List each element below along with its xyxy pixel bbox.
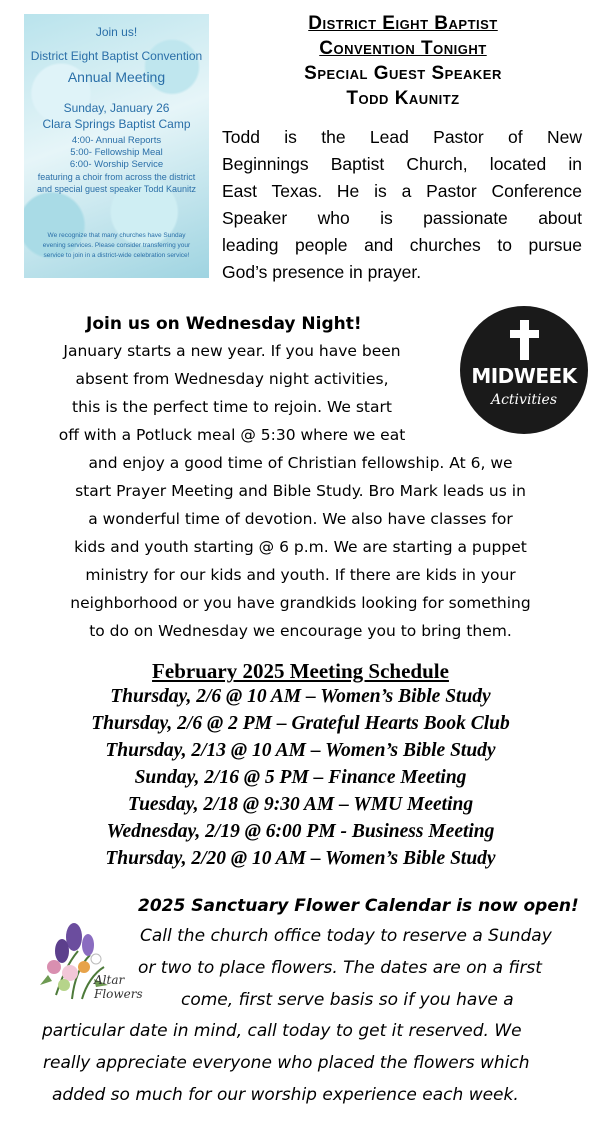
wednesday-line: kids and youth starting @ 6 p.m. We are starting a puppet xyxy=(74,538,527,556)
flowers-line: or two to place flowers. The dates are on a first xyxy=(138,958,542,978)
midweek-activities-logo xyxy=(460,306,588,434)
schedule-item: Thursday, 2/20 @ 10 AM – Women’s Bible Study xyxy=(105,848,496,869)
wednesday-line: absent from Wednesday night activities, xyxy=(75,370,389,388)
bio-line: Beginnings Baptist Church, located in xyxy=(222,154,582,174)
poster-text: District Eight Baptist Convention xyxy=(30,49,203,63)
poster-text: 6:00- Worship Service xyxy=(69,159,164,170)
altar-label: Altar xyxy=(94,973,125,987)
flowers-line: particular date in mind, call today to get it reserved. We xyxy=(42,1021,522,1041)
wednesday-line: January starts a new year. If you have been xyxy=(63,342,401,360)
wednesday-line: neighborhood or you have grandkids looking for something xyxy=(70,594,531,612)
annual-meeting-poster xyxy=(24,14,209,278)
headline-line-2: Convention Tonight xyxy=(319,38,487,59)
flowers-line: Call the church office today to reserve a Sunday xyxy=(140,926,552,946)
poster-text: Clara Springs Baptist Camp xyxy=(42,117,191,131)
flowers-line: come, first serve basis so if you have a xyxy=(181,990,514,1010)
schedule-title: February 2025 Meeting Schedule xyxy=(152,659,449,683)
wednesday-line: and enjoy a good time of Christian fellowship. At 6, we xyxy=(88,454,513,472)
flowers-line: really appreciate everyone who placed the flowers which xyxy=(43,1053,530,1073)
schedule-item: Sunday, 2/16 @ 5 PM – Finance Meeting xyxy=(134,767,467,788)
wednesday-line: ministry for our kids and youth. If there are kids in your xyxy=(85,566,516,584)
poster-text: Annual Meeting xyxy=(67,69,166,85)
wednesday-line: to do on Wednesday we encourage you to bring them. xyxy=(89,622,512,640)
poster-text: service to join in a district-wide celebration service! xyxy=(43,252,190,259)
bio-line: Todd is the Lead Pastor of New xyxy=(222,127,582,147)
poster-text: and special guest speaker Todd Kaunitz xyxy=(37,184,196,194)
poster-text: evening services. Please consider transferring your xyxy=(42,242,191,249)
headline-line-4: Todd Kaunitz xyxy=(346,88,460,109)
schedule-item: Thursday, 2/6 @ 2 PM – Grateful Hearts Book Club xyxy=(91,713,510,734)
poster-text: 5:00- Fellowship Meal xyxy=(70,147,163,158)
bio-line: leading people and churches to pursue xyxy=(222,235,582,255)
schedule-item: Thursday, 2/6 @ 10 AM – Women’s Bible Study xyxy=(110,686,491,707)
schedule-item: Wednesday, 2/19 @ 6:00 PM - Business Meeting xyxy=(106,821,495,842)
wednesday-line: off with a Potluck meal @ 5:30 where we eat xyxy=(58,426,406,444)
headline-line-1: District Eight Baptist xyxy=(308,13,498,34)
bio-line: East Texas. He is a Pastor Conference xyxy=(222,181,582,201)
flowers-title: 2025 Sanctuary Flower Calendar is now open! xyxy=(138,896,579,916)
poster-text: We recognize that many churches have Sunday xyxy=(47,232,186,239)
flowers-line: added so much for our worship experience each week. xyxy=(52,1085,519,1105)
headline-line-3: Special Guest Speaker xyxy=(304,63,502,84)
poster-text: Sunday, January 26 xyxy=(63,101,170,115)
wednesday-line: a wonderful time of devotion. We also have classes for xyxy=(88,510,513,528)
bio-line: Speaker who is passionate about xyxy=(222,208,582,228)
bio-line: God’s presence in prayer. xyxy=(222,262,422,282)
flowers-label: Flowers xyxy=(94,987,143,1001)
poster-text: 4:00- Annual Reports xyxy=(71,135,162,146)
activities-label: Activities xyxy=(490,392,557,408)
poster-text: featuring a choir from across the district xyxy=(37,172,196,182)
wednesday-line: start Prayer Meeting and Bible Study. Bro Mark leads us in xyxy=(75,482,526,500)
wednesday-title: Join us on Wednesday Night! xyxy=(86,314,362,334)
midweek-label: MIDWEEK xyxy=(471,364,577,388)
schedule-item: Thursday, 2/13 @ 10 AM – Women’s Bible Study xyxy=(105,740,496,761)
wednesday-line: this is the perfect time to rejoin. We start xyxy=(72,398,392,416)
altar-flowers-logo xyxy=(34,915,143,1011)
poster-text: Join us! xyxy=(95,25,138,39)
schedule-item: Tuesday, 2/18 @ 9:30 AM – WMU Meeting xyxy=(127,794,474,815)
